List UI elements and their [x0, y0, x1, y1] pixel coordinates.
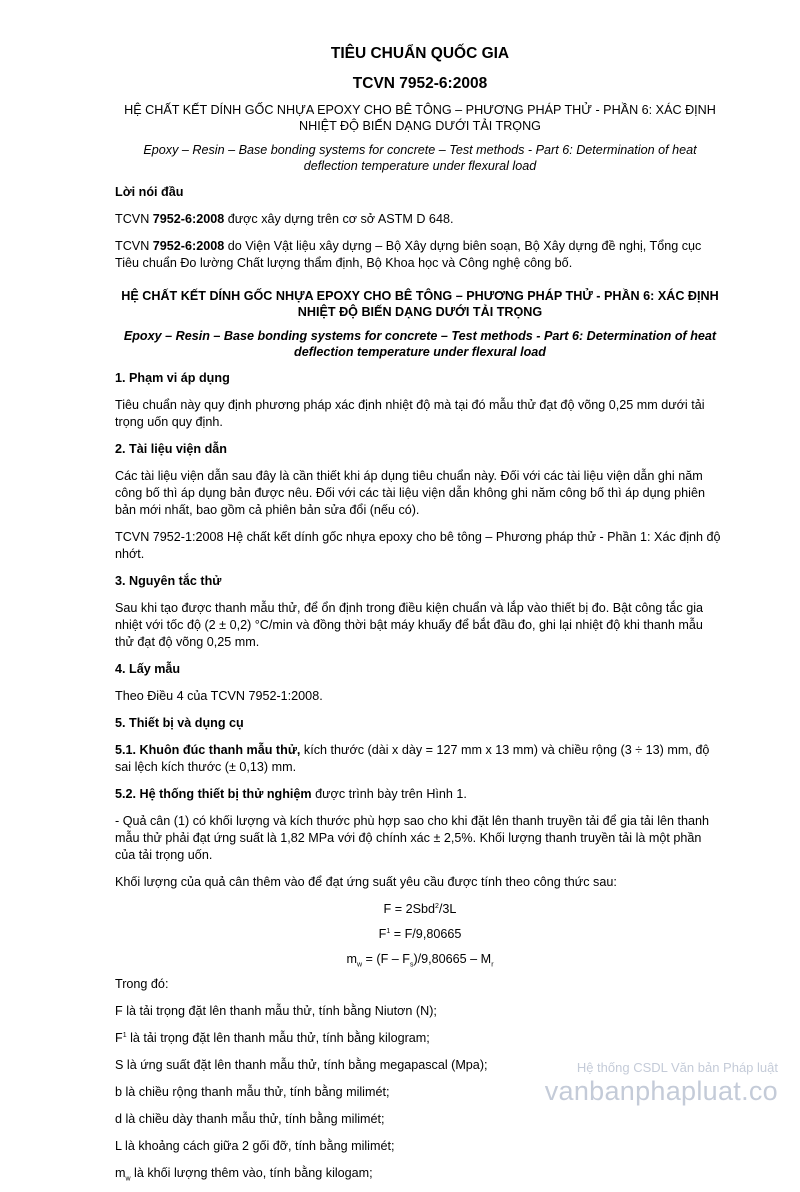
- definition-f: F là tải trọng đặt lên thanh mẫu thử, tính bằng Niutơn (N);: [115, 1004, 437, 1018]
- section-5-1-label: 5.1. Khuôn đúc thanh mẫu thử,: [115, 743, 301, 757]
- foreword-code-1: 7952-6:2008: [152, 212, 225, 226]
- foreword-paragraph-2: [115, 238, 725, 272]
- definition-mw-subscript: w: [125, 1175, 131, 1183]
- formula-1-superscript: 2: [435, 902, 439, 910]
- standard-title-en: Epoxy – Resin – Base bonding systems for concrete – Test methods - Part 6: Determination of heat deflection temperature under flexural load: [143, 143, 697, 173]
- section-5-2: [115, 786, 725, 803]
- section-2-text-2: TCVN 7952-1:2008 Hệ chất kết dính gốc nhựa epoxy cho bê tông – Phương pháp thử - Phần 1: Xác định độ nhớt.: [115, 530, 721, 561]
- formula-1-part-a: F = 2Sbd: [383, 902, 436, 916]
- definitions-intro: Trong đó:: [115, 977, 169, 991]
- standard-title-vi: HỆ CHẤT KẾT DÍNH GỐC NHỰA EPOXY CHO BÊ TÔNG – PHƯƠNG PHÁP THỬ - PHẦN 6: XÁC ĐỊNH NHIỆT ĐỘ BIẾN DẠNG DƯỚI TẢI TRỌNG: [124, 103, 716, 133]
- foreword-code-2: 7952-6:2008: [152, 239, 225, 253]
- definition-f1-text: là tải trọng đặt lên thanh mẫu thử, tính bằng kilogram;: [126, 1031, 430, 1045]
- standard-heading: TIÊU CHUẨN QUỐC GIA: [330, 45, 510, 62]
- foreword-text-2: do Viện Vật liệu xây dựng – Bộ Xây dựng biên soạn, Bộ Xây dựng đề nghị, Tổng cục Tiêu chuẩn Đo lường Chất lượng thẩm định, Bộ Khoa học và Công nghệ công bố.: [115, 239, 702, 270]
- definition-f1-superscript: 1: [122, 1031, 127, 1039]
- document-content: [115, 44, 725, 1192]
- formula-1-part-b: /3L: [438, 902, 457, 916]
- foreword-text-1: được xây dựng trên cơ sở ASTM D 648.: [224, 212, 454, 226]
- section-2-text-1: Các tài liệu viện dẫn sau đây là cần thiết khi áp dụng tiêu chuẩn này. Đối với các tài liệu viện dẫn ghi năm công bố thì áp dụng bản được nêu. Đối với các tài liệu viện dẫn không ghi năm công bố thì áp dụng phiên bản mới nhất, bao gồm cả phiên bản sửa đổi (nếu có).: [115, 469, 705, 517]
- formula-3-subscript-3: r: [491, 961, 494, 969]
- formula-3-subscript-1: w: [356, 961, 363, 969]
- formula-2-part-b: = F/9,80665: [390, 927, 462, 941]
- section-5-1: [115, 742, 725, 776]
- main-title-vi: HỆ CHẤT KẾT DÍNH GỐC NHỰA EPOXY CHO BÊ TÔNG – PHƯƠNG PHÁP THỬ - PHẦN 6: XÁC ĐỊNH NHIỆT ĐỘ BIẾN DẠNG DƯỚI TẢI TRỌNG: [121, 289, 719, 319]
- section-1-heading: 1. Phạm vi áp dụng: [115, 371, 230, 385]
- formula-3-part-b: = (F – F: [362, 952, 410, 966]
- watermark-line-2: vanbanphapluat.co: [544, 1076, 778, 1106]
- foreword-prefix-2: TCVN: [115, 239, 153, 253]
- definition-f1-symbol: F: [115, 1031, 123, 1045]
- section-5-1-text: kích thước (dài x dày = 127 mm x 13 mm) và chiều rộng (3 ÷ 13) mm, độ sai lệch kích thước (± 0,13) mm.: [115, 743, 710, 774]
- formula-2-superscript: 1: [386, 927, 391, 935]
- definition-s: S là ứng suất đặt lên thanh mẫu thử, tính bằng megapascal (Mpa);: [115, 1058, 488, 1072]
- definition-mw: [115, 1165, 725, 1182]
- section-2-heading: 2. Tài liệu viện dẫn: [115, 442, 227, 456]
- formula-3-part-a: m: [346, 952, 357, 966]
- standard-code: TCVN 7952-6:2008: [352, 75, 488, 92]
- formula-3: [115, 951, 725, 968]
- formula-intro: Khối lượng của quả cân thêm vào để đạt ứng suất yêu cầu được tính theo công thức sau:: [115, 875, 617, 889]
- definition-l: L là khoảng cách giữa 2 gối đỡ, tính bằng milimét;: [115, 1139, 395, 1153]
- formula-2: [115, 926, 725, 943]
- foreword-paragraph-1: [115, 211, 725, 228]
- section-4-text: Theo Điều 4 của TCVN 7952-1:2008.: [115, 689, 323, 703]
- section-5-2-weight: - Quả cân (1) có khối lượng và kích thước phù hợp sao cho khi đặt lên thanh truyền tải để gia tải lên thanh mẫu thử phải đạt ứng suất là 1,82 MPa với độ chính xác ± 2,5%. Khối lượng thanh truyền tải là một phần của tải trọng uốn.: [115, 814, 710, 862]
- formula-3-part-c: )/9,80665 – M: [413, 952, 492, 966]
- section-4-heading: 4. Lấy mẫu: [115, 662, 181, 676]
- formula-3-subscript-2: s: [409, 961, 414, 969]
- definition-f1: [115, 1030, 725, 1047]
- definition-mw-symbol: m: [115, 1166, 126, 1180]
- main-title-en: Epoxy – Resin – Base bonding systems for concrete – Test methods - Part 6: Determination of heat deflection temperature under flexural load: [123, 329, 717, 359]
- definition-b: b là chiều rộng thanh mẫu thử, tính bằng milimét;: [115, 1085, 390, 1099]
- definition-mw-text: là khối lượng thêm vào, tính bằng kilogam;: [130, 1166, 373, 1180]
- watermark-line-1: Hệ thống CSDL Văn bản Pháp luật: [576, 1060, 778, 1075]
- foreword-heading: Lời nói đầu: [115, 185, 184, 199]
- watermark: [545, 1060, 778, 1106]
- section-5-2-label: 5.2. Hệ thống thiết bị thử nghiệm: [115, 787, 312, 801]
- foreword-prefix-1: TCVN: [115, 212, 153, 226]
- section-5-heading: 5. Thiết bị và dụng cụ: [115, 716, 244, 730]
- section-5-2-text: được trình bày trên Hình 1.: [311, 787, 467, 801]
- definition-d: d là chiều dày thanh mẫu thử, tính bằng milimét;: [115, 1112, 385, 1126]
- section-3-text: Sau khi tạo được thanh mẫu thử, để ổn định trong điều kiện chuẩn và lắp vào thiết bị đo. Bật công tắc gia nhiệt với tốc độ (2 ± 0,2) °C/min và đồng thời bật máy khuấy để bắt đầu đo, ghi lại nhiệt độ khi thanh mẫu thử đạt độ võng 0,25 mm.: [115, 601, 704, 649]
- formula-2-part-a: F: [378, 927, 387, 941]
- section-1-text: Tiêu chuẩn này quy định phương pháp xác định nhiệt độ mà tại đó mẫu thử đạt độ võng 0,25 mm dưới tải trọng uốn quy định.: [115, 398, 705, 429]
- formula-1: [115, 901, 725, 918]
- section-3-heading: 3. Nguyên tắc thử: [115, 574, 222, 588]
